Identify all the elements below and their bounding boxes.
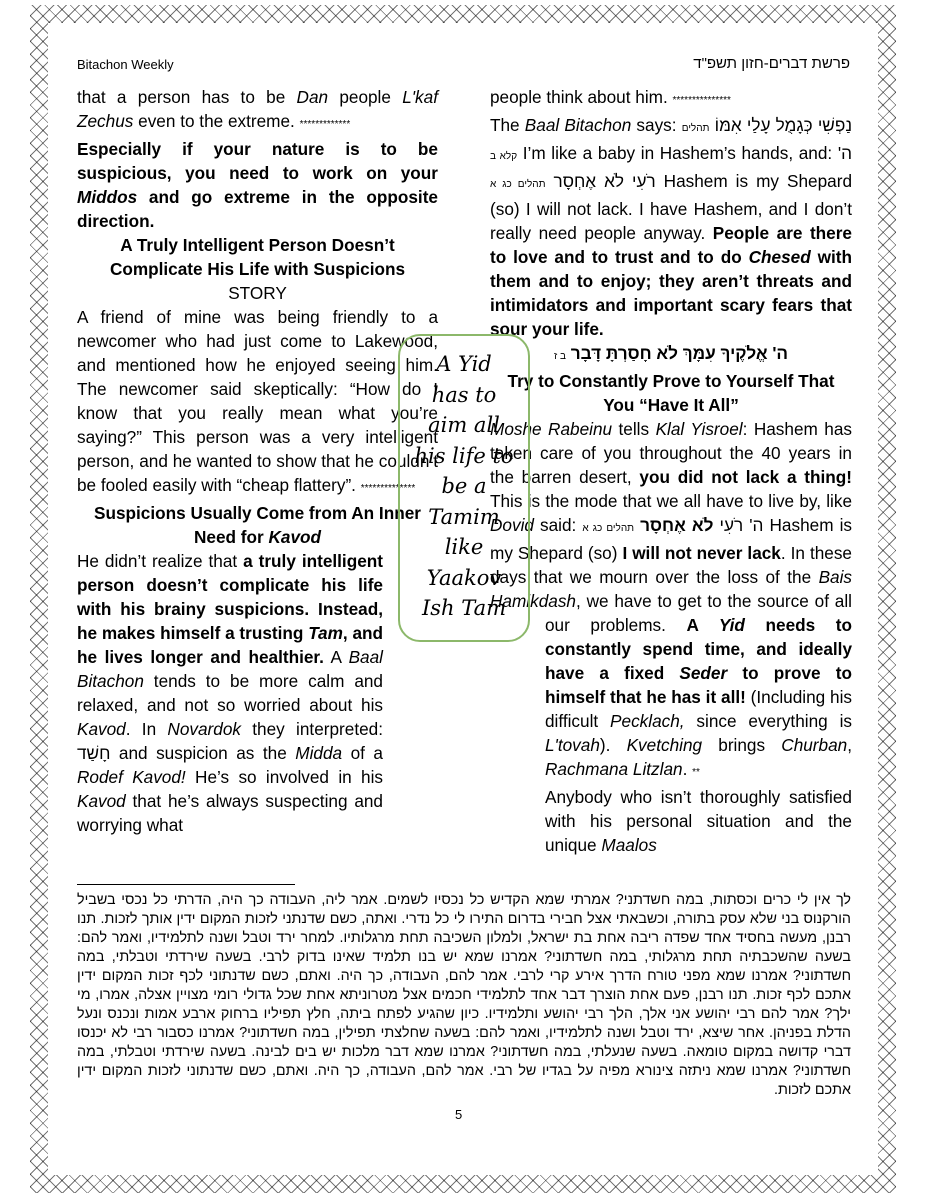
text-run: , we have to get to the source of all our problems.	[545, 591, 852, 635]
text-run: Suspicions Usually Come from An Inner Need for	[94, 503, 421, 547]
text-run: A friend of mine was being friendly to a newcomer who had just come to Lakewood, and mentioned how he enjoyed seeing him. The newcomer said skeptically: “How do I know that you really mean what you’re saying?” This person was a very intelligent person, and he wanted to show that he couldn’t be fooled easily with “cheap flattery”.	[77, 307, 438, 495]
right-column	[490, 85, 852, 928]
text-run: לֹא אֶחְסָר	[640, 515, 714, 535]
text-run: STORY	[228, 283, 287, 303]
pull-quote-line: like	[444, 535, 484, 559]
text-run: (Including his difficult	[545, 687, 853, 731]
text-run: L'tovah	[545, 735, 600, 755]
pull-quote-line: Tamim	[428, 504, 500, 529]
text-run: A	[686, 615, 719, 635]
text-run: said:	[533, 515, 583, 535]
text-run: tends to be more calm and relaxed, and not so worried about his	[77, 671, 383, 715]
pull-quote-line: has to	[431, 382, 497, 407]
text-run: People are there to love and to trust and to do	[490, 223, 852, 267]
paragraph	[490, 417, 852, 785]
text-run: Baal Bitachon	[77, 647, 383, 691]
text-run: ה' אֱלֹקֶיךָ עִמָּךְ לֹא חָסַרְתָּ דָּבָר	[570, 343, 789, 363]
paragraph	[77, 137, 438, 233]
pull-quote-line: aim all	[428, 413, 500, 437]
text-run: Tam	[308, 623, 343, 643]
text-run: brings	[702, 735, 782, 755]
text-run: He’s so involved in his	[185, 767, 384, 787]
footnote-separator	[77, 884, 295, 885]
text-run: A	[323, 647, 349, 667]
text-run: Anybody who isn’t thoroughly satisfied with his personal situation and the unique	[545, 787, 852, 855]
text-run: Moshe Rabeinu	[490, 419, 613, 439]
text-run: נַפְשִׁי כְּגָמֻל עָלַי אִמּוֹ	[714, 115, 853, 135]
pull-quote-box	[398, 334, 530, 642]
text-run: ,	[847, 735, 852, 755]
text-run: tells	[612, 419, 656, 439]
text-run: of a	[342, 743, 383, 763]
text-run: they interpreted:	[240, 719, 383, 739]
text-run: Kavod	[77, 791, 126, 811]
text-run: Especially if your nature is to be suspicious, you need to work on your	[77, 139, 438, 183]
text-run: Kavod	[77, 719, 126, 739]
text-run: Bais Hamikdash	[490, 567, 852, 611]
publication-title: Bitachon Weekly	[77, 57, 174, 72]
callout-gap	[490, 616, 545, 928]
pull-quote-line: his life to	[414, 443, 514, 468]
paragraph	[490, 85, 852, 113]
text-run: חָשַׁד	[77, 743, 111, 763]
pull-quote-line: Yaakov	[426, 565, 502, 590]
text-run: people	[328, 87, 403, 107]
text-run: . In these days that we mourn over the loss of the	[490, 543, 852, 587]
text-run: since everything is	[684, 711, 852, 731]
text-run: The	[490, 115, 525, 135]
text-run: Yid	[718, 615, 745, 635]
text-run: you did not lack a thing!	[639, 467, 852, 487]
text-run: *************	[299, 119, 351, 130]
text-run: L'kaf Zechus	[77, 87, 438, 131]
left-column	[77, 85, 438, 868]
text-run: Hashem is my Shepard (so) I will not lack. I have Hashem, and I don’t really need people anyway.	[490, 171, 852, 243]
text-run: : Hashem has taken care of you throughout the 40 years in the barren desert,	[490, 419, 852, 487]
text-run: Maalos	[601, 835, 657, 855]
section-heading	[77, 233, 438, 281]
text-run: Kvetching	[626, 735, 703, 755]
text-run: ב ז	[553, 351, 566, 362]
text-run: Middos	[77, 187, 138, 207]
text-run: Dan	[296, 87, 329, 107]
text-run: **************	[360, 483, 416, 494]
text-run: Chesed	[748, 247, 811, 267]
paragraph	[490, 785, 852, 857]
text-run: ).	[599, 735, 627, 755]
text-run: people think about him.	[490, 87, 673, 107]
text-run: Baal Bitachon	[524, 115, 632, 135]
section-heading	[490, 369, 852, 417]
text-run: even to the extreme.	[133, 111, 300, 131]
paragraph	[490, 113, 852, 341]
text-run: Churban	[781, 735, 848, 755]
section-heading	[490, 341, 852, 369]
paragraph	[77, 305, 438, 501]
text-run: that a person has to be	[77, 87, 297, 107]
section-heading	[77, 281, 438, 305]
text-run: Seder	[679, 663, 728, 683]
text-run	[546, 171, 554, 191]
text-run: Midda	[295, 743, 343, 763]
text-run: needs to constantly spend time, and ideally have a fixed	[545, 615, 852, 683]
text-run: This is the mode that we all have to live by, like	[490, 491, 852, 511]
text-run: Dovid	[490, 515, 534, 535]
text-run: **	[692, 767, 700, 778]
text-run: תהלים כג א	[490, 179, 546, 190]
parsha-header: פרשת דברים-חזון תשפ"ד	[693, 55, 850, 72]
text-run: ה' רֹעִי	[713, 515, 764, 535]
text-run: Rachmana Litzlan	[545, 759, 683, 779]
text-run: Novardok	[167, 719, 241, 739]
text-run: with them and to enjoy; they aren’t threats and intimidators and important scary fears that sour your life.	[490, 247, 852, 339]
page-number: 5	[455, 1107, 463, 1122]
text-run: Klal Yisroel	[655, 419, 743, 439]
text-run: Rodef Kavod!	[77, 767, 186, 787]
pull-quote-line: be a	[441, 474, 487, 498]
text-run: I’m like a baby in Hashem’s hands, and:	[517, 143, 838, 163]
text-run: a truly intelligent person doesn’t complicate his life with his brainy suspicions. Instead, he makes himself a trusting	[77, 551, 383, 643]
text-run: says:	[631, 115, 682, 135]
text-run: Kavod	[268, 527, 322, 547]
paragraph	[77, 85, 438, 137]
text-run: תהלים קלא ב	[490, 123, 710, 162]
text-run: . In	[125, 719, 168, 739]
text-run: He didn’t realize that	[77, 551, 244, 571]
text-run: to prove to himself that he has it all!	[545, 663, 852, 707]
text-run: תהלים כג א	[582, 523, 635, 534]
text-run: I will not never lack	[622, 543, 781, 563]
text-run: , and he lives longer and healthier.	[77, 623, 384, 667]
text-run: that he’s always suspecting and worrying what	[77, 791, 383, 835]
text-run: Try to Constantly Prove to Yourself That You “Have It All”	[507, 371, 835, 415]
text-run: and suspicion as the	[110, 743, 296, 763]
text-run: Pecklach,	[610, 711, 685, 731]
pull-quote-line: Ish Tam	[421, 596, 507, 620]
text-run: ***************	[672, 95, 731, 106]
text-run: ה' רֹעִי לֹא אֶחְסָר	[553, 143, 852, 191]
footnote-text: לך אין לי כרים וכסתות, במה חשדתני? אמרתי שמא הקדיש כל נכסיו לשמים. אמר ליה, העבודה כך היה, הדרתי כל נכסי בשביל הורקנוס בני שלא עסק בתורה, וכשבאתי אצל חבירי בדרום התירו לי כל נדרי. ואתה, כשם שדנתני לזכות המקום ידין אותך לזכות. תנו רבנן, מעשה בחסיד אחד שפדה ריבה אחת בת ישראל, ולמלון השכיבה תחת מרגלותיו. למחר ירד וטבל ושנה לתלמידיו, ואמר להם: בשעה שהשכבתיה תחת מרגלותי, במה חשדתוני? אמרנו שמא יש בנו תלמיד שאינו בדוק לרבי. בשעה שירדתי וטבלתי, במה חשדתוני? אמרנו שמא מפני טורח הדרך אירע קרי לרבי. אמר להם, העבודה, כך היה. ואתם, כשם שדנתוני לכף זכות המקום ידין אתכם לכף זכות. תנו רבנן, פעם אחת הוצרך דבר אחד לתלמידי חכמים אצל מטרוניתא אחת שכל גדולי רומי מצויין אצלה, אמרו, מי ילך? אמר להם רבי יהושע אני אלך, הלך רבי יהושע ותלמידיו. כיון שהגיע לפתח ביתה, חלץ תפיליו ברחוק ארבע אמות ונכנס ונעל הדלת בפניהן. אחר שיצא, ירד וטבל ושנה לתלמידיו, ואמר להם: בשעה שחלצתי תפילין, במה חשדתוני? אמרנו כסבור רבי לא יכנסו דברי קדושה במקום טומאה. בשעה שנעלתי, במה חשדתוני? אמרנו שמא דבר מלכות יש בים לבינה. בשעה שירדתי וטבלתי, במה חשדתוני? אמרנו שמא ניתזה צינורא מפיה על בגדיו של רבי. אמר להם, העבודה, כך היה. ואתם, כשם שדנתוני לזכות המקום ידין אתכם לזכות.	[77, 892, 851, 1098]
text-run: and go extreme in the opposite direction.	[77, 187, 438, 231]
text-run: Hashem is my Shepard (so)	[490, 515, 853, 563]
text-run: A Truly Intelligent Person Doesn’t Complicate His Life with Suspicions	[109, 235, 406, 279]
section-heading	[77, 501, 438, 549]
pull-quote-line: A Yid	[436, 352, 492, 376]
text-run: .	[682, 759, 693, 779]
